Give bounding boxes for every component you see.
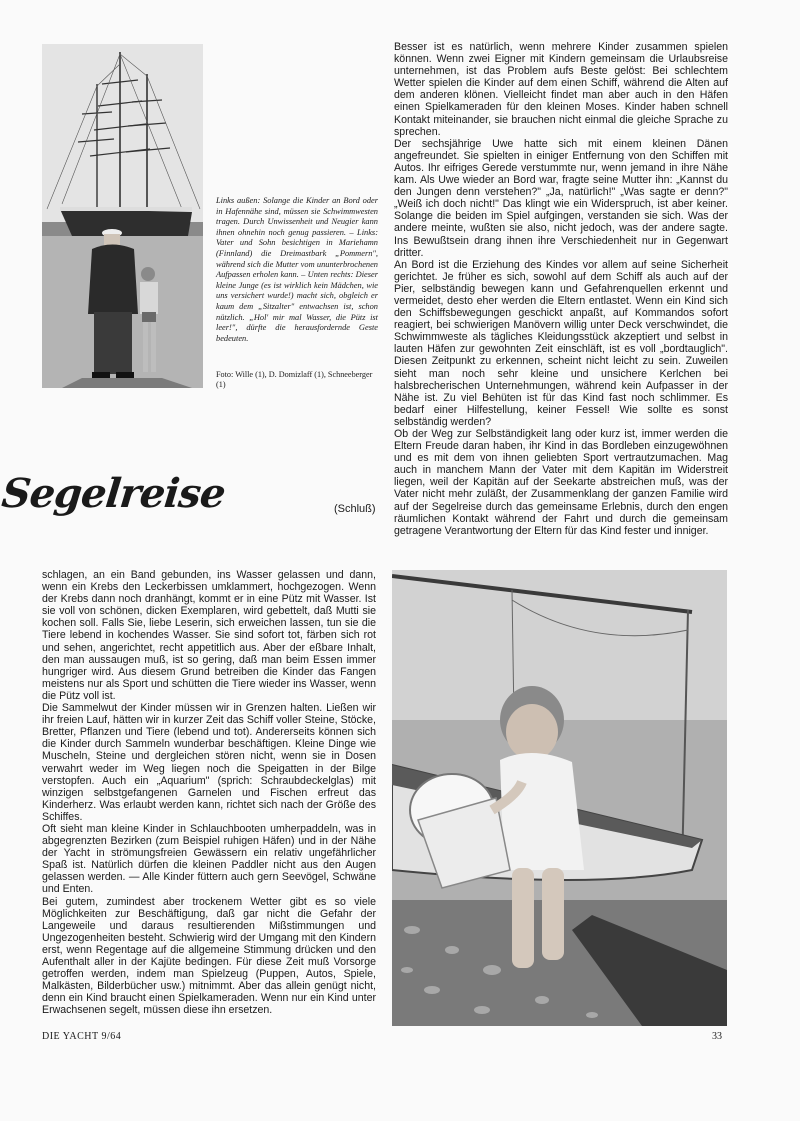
photo-ship-pommern xyxy=(42,44,203,388)
article-column-right xyxy=(394,41,728,537)
article-column-left xyxy=(42,569,376,1016)
article-title-suffix: (Schluß) xyxy=(334,503,376,515)
paragraph: Besser ist es natürlich, wenn mehrere Kinder zusammen spielen können. Wenn zwei Eigner mit Kindern gemeinsam die Urlaubsreise unternehmen, ist das Problem aufs Beste gelöst: Bei schlechtem Wetter spielen die Kinder auf dem einen Schiff, während die Alten auf dem anderen klönen. Vielleicht findet man aber auch in den Häfen einen Spielkameraden für den kleinen Moses. Kinder haben schnell Kontakt miteinander, sie brauchen nicht einmal die gleiche Sprache zu sprechen. xyxy=(394,41,728,138)
child-illustration xyxy=(392,570,727,1026)
ship-illustration xyxy=(42,44,203,388)
photo-credit: Foto: Wille (1), D. Domizlaff (1), Schneeberger (1) xyxy=(216,370,373,390)
paragraph: Bei gutem, zumindest aber trockenem Wetter gibt es so viele Möglichkeiten zur Beschäftigung, daß gar nicht die Gefahr der Langeweile und daraus resultierenden Mißstimmungen und Ungezogenheiten besteht. Schwierig wird der Umgang mit den Kindern erst, wenn Regentage auf die allgemeine Stimmung drücken und den Aufenthalt aller in der Kajüte bedingen. Für diese Zeit muß Vorsorge getroffen werden, indem man Spielzeug (Puppen, Autos, Spiele, Malkästen, Bilderbücher usw.) mitnimmt. Aber das allein genügt nicht, denn ein Kind braucht einen Spielkameraden. Wenn nur ein Kind unter Erwachsenen segelt, müssen diese ihn ersetzen. xyxy=(42,895,376,1017)
paragraph: Der sechsjährige Uwe hatte sich mit einem kleinen Dänen angefreundet. Sie spielten in einiger Entfernung von den Schiffen mit Autos. Ihr eifriges Gerede verstummte nur, wenn jemand in ihre Nähe kam. Als Uwe wieder an Bord war, fragte seine Mutter ihn: „Kannst du den Jungen denn verstehen?" „Ja, natürlich!" „Was sagte er denn?" „Weiß ich doch nicht!" Das klingt wie ein Widerspruch, ist aber keiner. Solange die beiden im Spiel aufgingen, verstanden sie sich. Was der andere meinte, wußten sie also, nicht jedoch, was der andere sagte. Ins Bewußtsein drang ihnen ihre Verschiedenheit nur in Gegenwart dritter. xyxy=(394,137,728,259)
article-title: Segelreise xyxy=(0,470,228,517)
paragraph: Oft sieht man kleine Kinder in Schlauchbooten umherpaddeln, was in abgegrenzten Bezirken (zum Beispiel ruhigen Häfen) und in der Nähe der Yacht in strömungsfreien Gewässern ein relativ ungefährlicher Spaß ist. Natürlich dürfen die kleinen Paddler nicht aus den Augen gelassen werden. — Alle Kinder füttern auch gern Seevögel, Schwäne und Enten. xyxy=(42,822,376,896)
page-number: 33 xyxy=(712,1031,722,1042)
paragraph: Ob der Weg zur Selbständigkeit lang oder kurz ist, immer werden die Eltern Freude daran haben, ihr Kind in das Bordleben einzugewöhnen und es mit dem von ihnen geliebten Sport vertrautzumachen. Mag auch in manchem Mann der Vater mit dem Kapitän im Widerstreit liegen, weil der Kapitän auf der Seekarte abstreichen muß, was der Vater nicht mehr zuläßt, der Zusammenklang der ganzen Familie wird auf der Segelreise durch das gemeinsame Erlebnis, durch den engen räumlichen Kontakt während der Fahrt und durch die gemeinsam getragene Verantwortung der Eltern für das Kind fester und inniger. xyxy=(394,428,728,537)
paragraph: An Bord ist die Erziehung des Kindes vor allem auf seine Sicherheit gerichtet. Je früher es sich, sowohl auf dem Schiff als auch auf der Pier, selbständig bewegen kann und Gefahrenquellen erkennt und vermeidet, desto eher werden die Eltern entlastet. Wenn ein Kind sich den Schiffsbewegungen geschickt anpaßt, auf Kommandos sofort reagiert, bei schwierigen Manövern willig unter Deck verschwindet, die Schwimmweste als tägliches Kleidungsstück akzeptiert und selbst in lauten Häfen zur gewohnten Zeit einschläft, ist es voll „bordtauglich". Diesen Zeitpunkt zu erkennen, scheint nicht leicht zu sein. Zuweilen sieht man noch sehr kleine und unsichere Kerlchen bei halsbrecherischen Unternehmungen, während kein Aufpasser in der Nähe ist. Zu viel Behüten ist für das Kind fast noch schlimmer. Es bedarf einer Hilfestellung, keiner Fessel! Wie sollte es sonst selbständig werden? xyxy=(394,258,728,428)
photo-child-with-bucket xyxy=(392,570,727,1026)
paragraph: Die Sammelwut der Kinder müssen wir in Grenzen halten. Ließen wir ihr freien Lauf, hätten wir in kurzer Zeit das Schiff voller Steine, Stöcke, Bretter, Pflanzen und Tiere (lebend und tot). Andererseits können sich die Kinder durch Sammeln wunderbar beschäftigen. Kleine Dinge wie Muscheln, Steine und dergleichen stören nicht, wenn sie in Dosen verwahrt weder im Weg liegen noch die Speigatten in der Bilge verstopfen. Auch ein „Aquarium" (sprich: Schraubdeckelglas) mit winzigen selbstgefangenen Garnelen und Fischen erfreut das Kinderherz. Was erlaubt werden kann, richtet sich nach der Größe des Schiffes. xyxy=(42,702,376,823)
publication-footer: DIE YACHT 9/64 xyxy=(42,1031,122,1042)
photo-caption: Links außen: Solange die Kinder an Bord oder in Hafennähe sind, müssen sie Schwimmwesten tragen. Durch Unwissenheit und Neugier kann ihnen ohnehin noch genug passieren. – Links: Vater und Sohn besichtigen in Mariehamn (Finnland) die Dreimastbark „Pommern", während sich die Mutter vom ununterbrochenen Aufpassen erholen kann. – Unten rechts: Dieser kleine Junge (es ist wirklich kein Mädchen, wie uns versichert wurde!) macht sich, obgleich er kaum dem „Sitzalter" entwachsen ist, schon nützlich. „Hol' mir mal Wasser, die Pütz ist leer!", dürfte die herausfordernde Geste bedeuten. xyxy=(216,196,378,343)
paragraph: schlagen, an ein Band gebunden, ins Wasser gelassen und dann, wenn ein Krebs den Leckerbissen umklammert, hochgezogen. Wenn der Krebs dann noch dranhängt, kommt er in eine Pütz mit Wasser. Ist sie voll von schönen, dicken Exemplaren, wird gebettelt, daß Mutti sie kochen soll. Falls Sie, liebe Leserin, sich erweichen lassen, tun sie die Tiere lebend in kochendes Wasser. Sie sind sofort tot, färben sich rot und sehen, angerichtet, recht appetitlich aus. Aber der eßbare Inhalt, den man aussaugen muß, ist so gering, daß man beim Essen immer hungriger wird. Aus diesem Grund betreiben die Kinder das Fangen meistens nur als Sport und schütten die Tiere wieder ins Wasser, wenn die Pütz voll ist. xyxy=(42,569,376,702)
